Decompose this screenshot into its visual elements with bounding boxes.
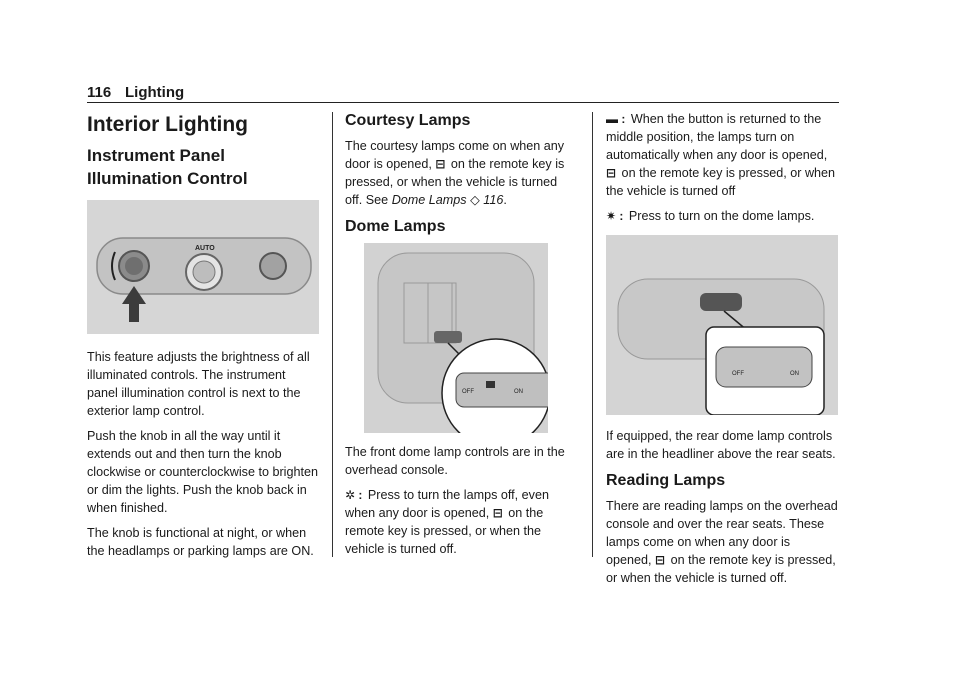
key-fob-unlock-icon: ⊟: [606, 166, 617, 180]
key-fob-unlock-icon: ⊟: [435, 157, 446, 171]
section-heading-dome: Dome Lamps: [345, 218, 446, 235]
fog-lamp-button: [260, 253, 286, 279]
page-title: Interior Lighting: [87, 113, 248, 136]
paragraph-door-mode: ▬ : When the button is returned to the middle position, the lamps turn on automatically when any door is opened, ⊟ on the remote key is pressed, or when the vehicle is turned off: [606, 112, 836, 198]
instrument-panel-figure: [87, 200, 319, 334]
paragraph: This feature adjusts the brightness of all illuminated controls. The instrument panel illumination control is next to the exterior lamp control.: [87, 350, 310, 418]
auto-label: AUTO: [195, 245, 215, 252]
page-header: [87, 84, 839, 104]
dome-lamp-off-icon: ✲ :: [345, 488, 363, 502]
section-heading-reading: Reading Lamps: [606, 472, 726, 489]
front-dome-lamp-figure: [364, 243, 548, 433]
column-1: [87, 110, 319, 567]
paragraph-lamp-on: ✷ : Press to turn on the dome lamps.: [606, 209, 815, 223]
lamp-off-label: OFF: [462, 389, 474, 395]
lamp-on-label: ON: [790, 371, 799, 377]
header-rule: [87, 102, 839, 103]
lamp-off-label: OFF: [732, 371, 744, 377]
column-divider: [332, 112, 333, 557]
page-number: 116: [87, 84, 112, 101]
column-2: [345, 110, 577, 565]
dome-lamp-on-icon: ✷ :: [606, 209, 624, 223]
paragraph-reading: There are reading lamps on the overhead console and over the rear seats. These lamps come on when any door is opened, ⊟ on the remote key is pressed, or when the vehicle is turned off.: [606, 499, 838, 585]
section-title: Lighting: [125, 84, 185, 101]
column-divider: [592, 112, 593, 557]
paragraph-rear-dome: If equipped, the rear dome lamp controls are in the headliner above the rear seats.: [606, 429, 836, 461]
section-heading-courtesy: Courtesy Lamps: [345, 112, 471, 129]
reference-page: 116: [483, 193, 504, 207]
paragraph-courtesy: The courtesy lamps come on when any door is opened, ⊟ on the remote key is pressed, or when the vehicle is turned off. See Dome Lamps ◇ 116.: [345, 139, 565, 207]
key-fob-unlock-icon: ⊟: [655, 553, 666, 567]
cross-reference-link[interactable]: Dome Lamps: [391, 193, 467, 207]
key-fob-unlock-icon: ⊟: [492, 506, 503, 520]
section-heading-instrument-panel: Instrument Panel Illumination Control: [87, 146, 248, 188]
rear-dome-lamp-figure: [606, 235, 838, 415]
door-mode-icon: ▬ :: [606, 112, 626, 126]
paragraph: Push the knob in all the way until it extends out and then turn the knob clockwise or counterclockwise to brighten or dim the lights. Push the knob back in when finished.: [87, 429, 318, 515]
paragraph-dome: The front dome lamp controls are in the overhead console.: [345, 445, 565, 477]
paragraph: The knob is functional at night, or when the headlamps or parking lamps are ON.: [87, 526, 314, 558]
column-3: [606, 110, 838, 594]
lamp-on-label: ON: [514, 389, 523, 395]
reference-icon: ◇: [470, 193, 480, 207]
paragraph-lamp-off: ✲ : Press to turn the lamps off, even when any door is opened, ⊟ on the remote key is pressed, or when the vehicle is turned off.: [345, 488, 549, 556]
